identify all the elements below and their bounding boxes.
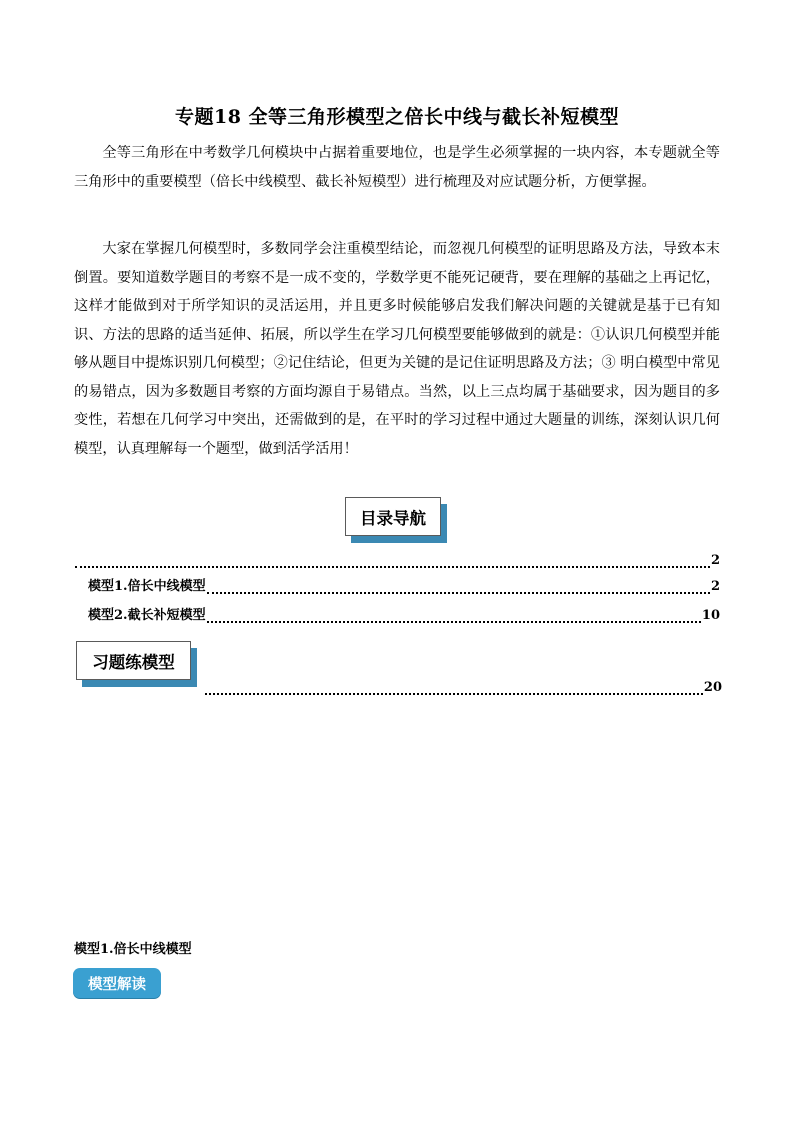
toc-entry-page: 2	[710, 553, 720, 568]
toc-entry-page: 2	[710, 579, 720, 594]
toc-leader-dots	[75, 555, 710, 568]
practice-heading: 习题练模型	[76, 641, 191, 680]
toc-entry-2[interactable]	[88, 607, 720, 623]
intro-paragraph-1: 全等三角形在中考数学几何模块中占据着重要地位，也是学生必须掌握的一块内容，本专题就全等三角形中的重要模型（倍长中线模型、截长补短模型）进行梳理及对应试题分析，方便掌握。	[74, 145, 720, 190]
toc-entry-0[interactable]	[74, 552, 720, 568]
toc-entry-page: 20	[703, 680, 722, 695]
toc-heading-box	[345, 497, 447, 543]
toc-heading: 目录导航	[345, 497, 441, 536]
model-reading-badge: 模型解读	[73, 968, 161, 998]
practice-heading-box	[76, 641, 197, 687]
practice-toc-entry[interactable]	[204, 679, 722, 695]
intro-paragraph-2: 大家在掌握几何模型时，多数同学会注重模型结论，而忽视几何模型的证明思路及方法，导致本末倒置。要知道数学题目的考察不是一成不变的，学数学更不能死记硬背，要在理解的基础之上再记忆，这样才能做到对于所学知识的灵活运用，并且更多时候能够启发我们解决问题的关键就是基于已有知识、方法的思路的适当延伸、拓展，所以学生在学习几何模型要能够做到的就是：①认识几何模型并能够从题目中提炼识别几何模型；②记住结论，但更为关键的是记住证明思路及方法；③ 明白模型中常见的易错点，因为多数题目考察的方面均源自于易错点。当然，以上三点均属于基础要求，因为题目的多变性，若想在几何学习中突出，还需做到的是，在平时的学习过程中通过大题量的训练，深刻认识几何模型，认真理解每一个题型，做到活学活用！	[74, 241, 720, 457]
toc-leader-dots	[205, 682, 703, 695]
toc-entry-label: 模型1.倍长中线模型	[88, 579, 206, 594]
toc-entry-1[interactable]	[88, 578, 720, 594]
toc-entry-label: 模型2.截长补短模型	[88, 608, 206, 623]
document-title: 专题18 全等三角形模型之倍长中线与截长补短模型	[174, 106, 620, 128]
toc-entry-page: 10	[701, 608, 720, 623]
toc-leader-dots	[207, 610, 701, 623]
toc-leader-dots	[207, 581, 710, 594]
section-title: 模型1.倍长中线模型	[74, 942, 192, 957]
